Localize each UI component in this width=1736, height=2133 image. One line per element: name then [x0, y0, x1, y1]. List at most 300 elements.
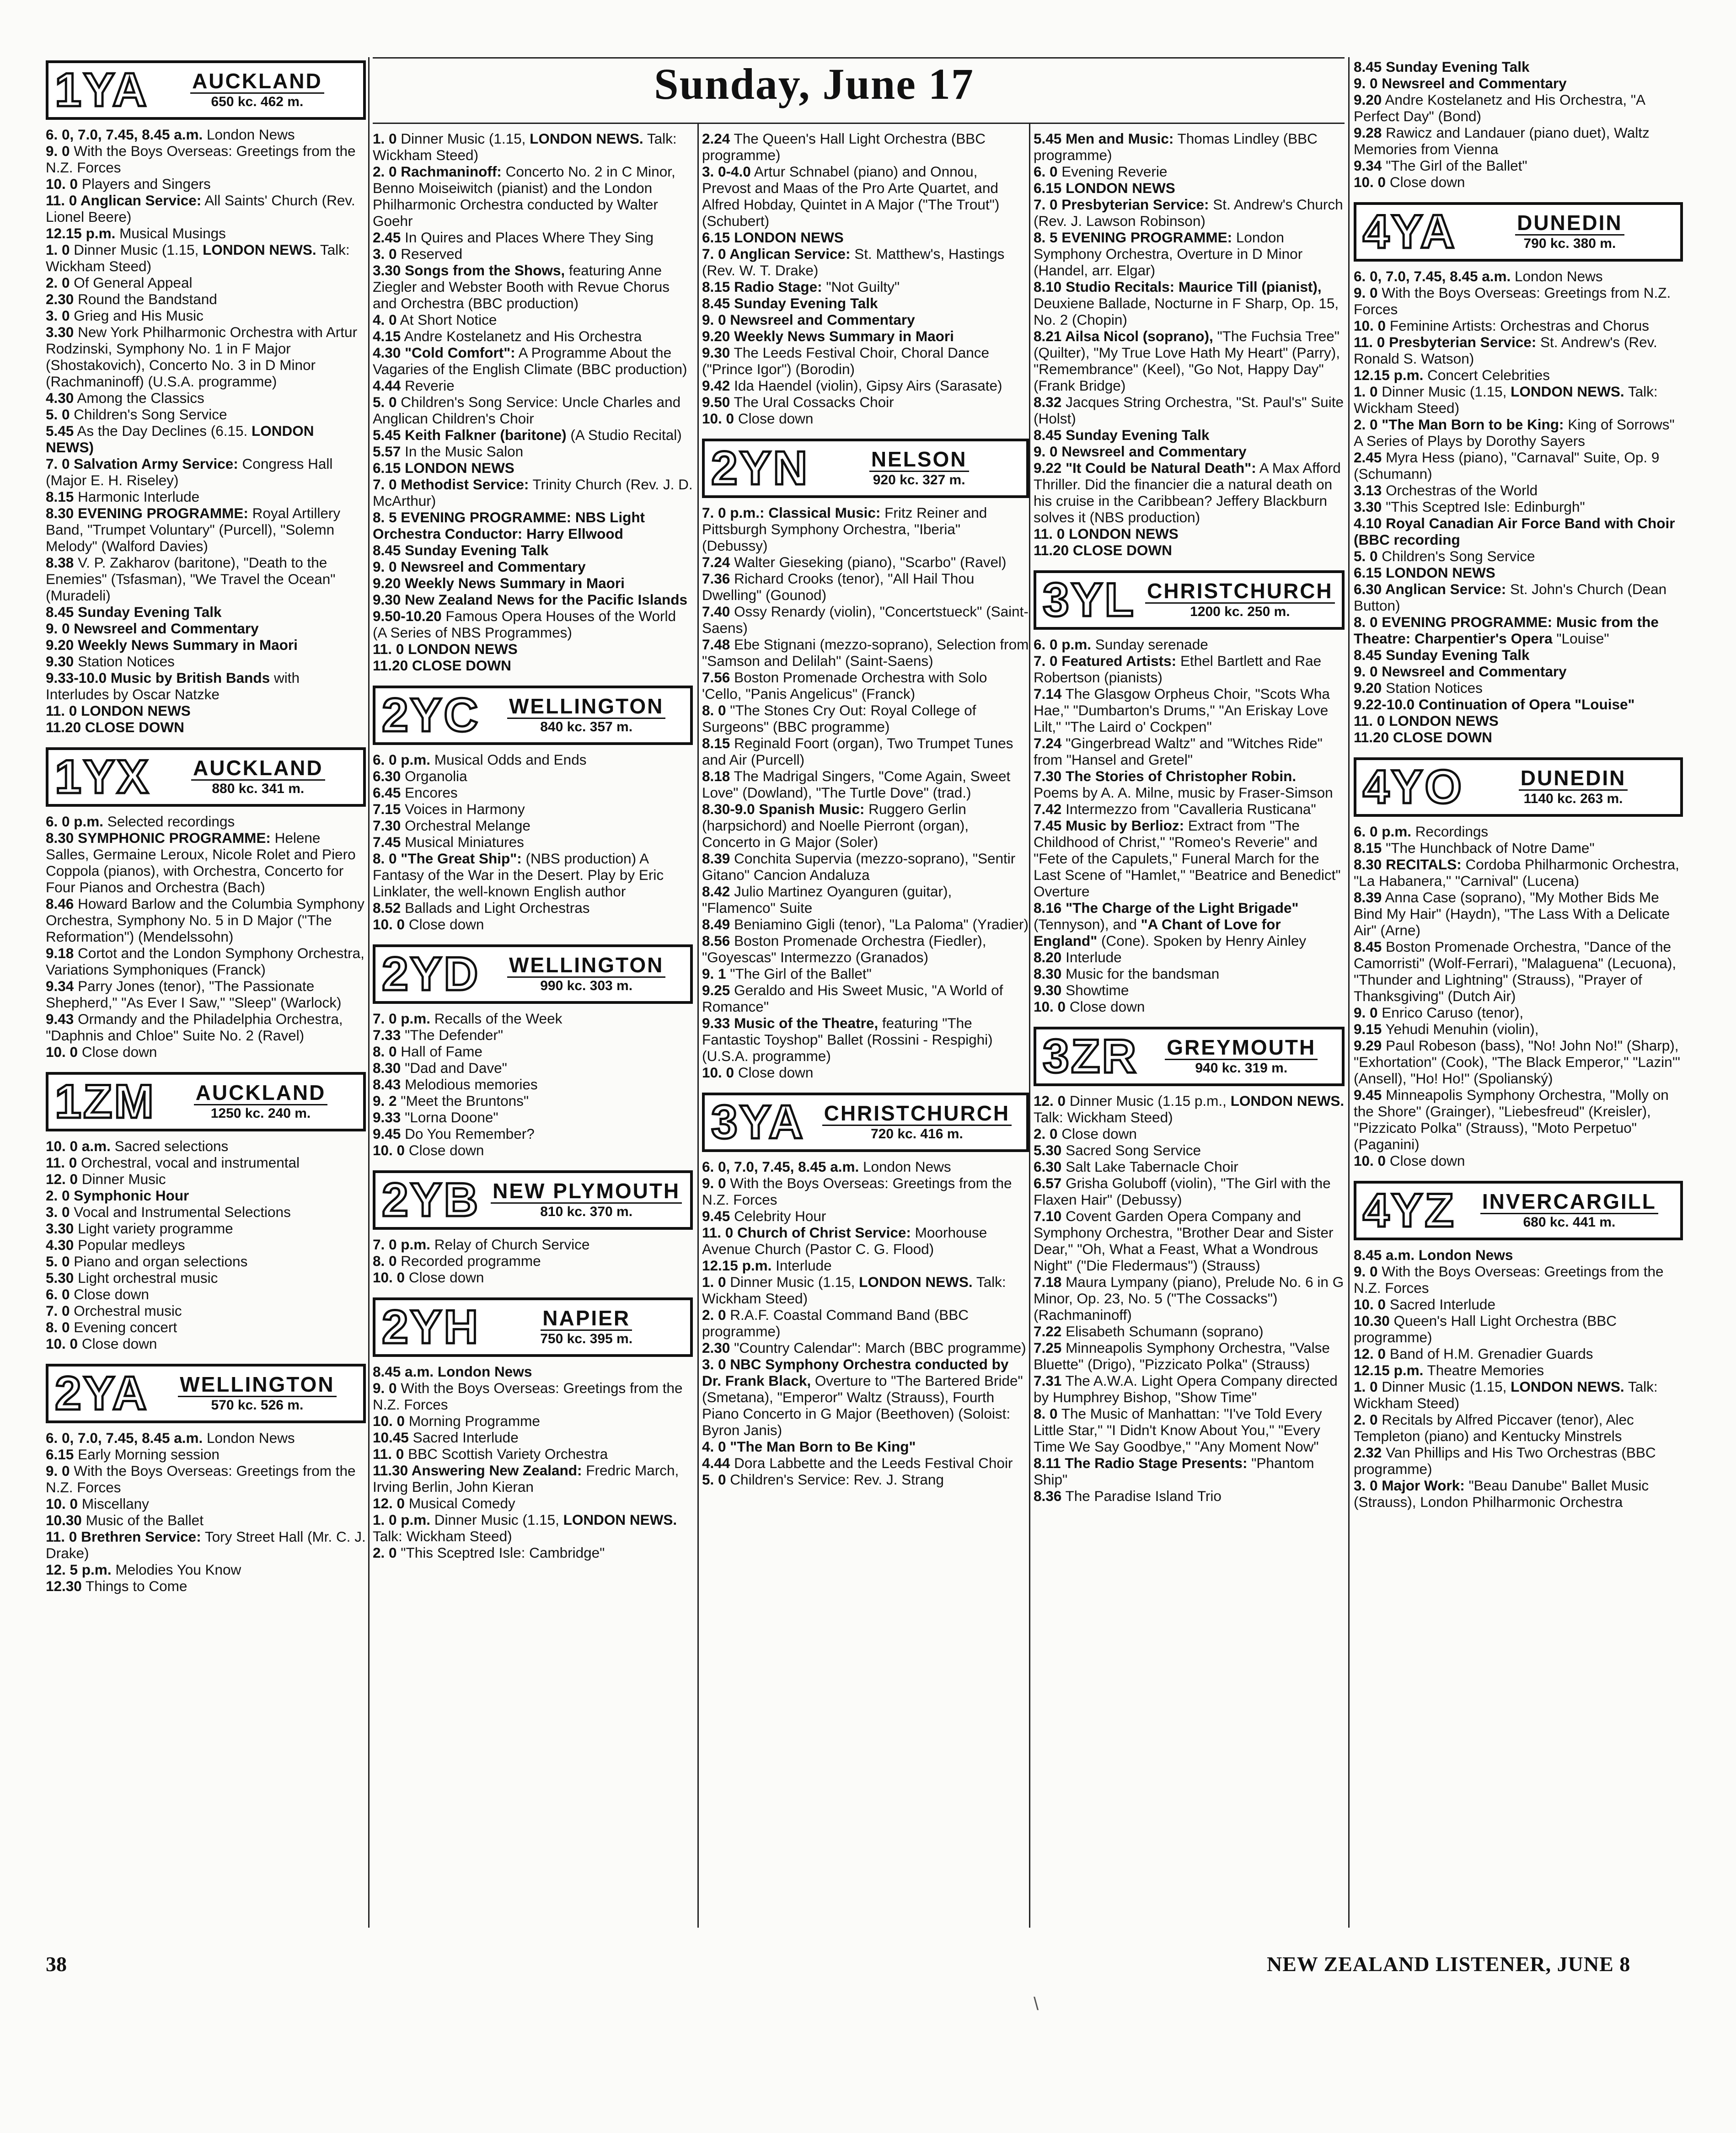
programme-time: 9.34	[46, 978, 74, 994]
programme-text: Van Phillips and His Two Orchestras (BBC programme)	[1354, 1444, 1656, 1477]
programme-time: 8. 0	[373, 1043, 397, 1060]
programme-entry	[373, 641, 693, 657]
programme-highlight: CLOSE DOWN	[1069, 542, 1172, 558]
programme-time: 8.45	[46, 604, 74, 620]
programme-time: 11.20	[1354, 729, 1389, 745]
station-call-sign: 2YC	[382, 689, 480, 742]
station-city: NAPIER	[541, 1307, 632, 1330]
programme-entry	[702, 982, 1029, 1015]
programme-text: Reverie	[401, 377, 455, 394]
programme-time: 2.30	[702, 1340, 730, 1356]
programme-time: 4. 0	[373, 311, 397, 328]
programme-text: Deuxiene Ballade, Nocturne in F Sharp, Op. 15, No. 2 (Chopin)	[1034, 295, 1339, 328]
programme-time: 9.30	[1034, 982, 1062, 998]
programme-text: New York Philharmonic Orchestra with Artur Rodzinski, Symphony No. 1 in F Major (Shostakovich), Concerto No. 3 in D Minor (Rachmaninoff) (U.S.A. programme)	[46, 324, 358, 390]
programme-text: Selected recordings	[103, 813, 235, 830]
programme-entry	[1354, 1247, 1683, 1263]
programme-time: 12. 0	[373, 1495, 405, 1511]
programme-text: Relay of Church Service	[430, 1236, 590, 1253]
programme-entry	[46, 1171, 366, 1187]
programme-time: 11. 0	[702, 1224, 734, 1241]
programme-text: Talk: Wickham Steed)	[373, 1528, 512, 1544]
programme-text: Parry Jones (tenor), "The Passionate Shepherd," "As Ever I Saw," "Sleep" (Warlock)	[46, 978, 342, 1011]
programme-text: Organolia	[401, 768, 467, 784]
station-frequency: 650 kc. 462 m.	[211, 94, 304, 109]
programme-text: King of Sorrows" A Series of Plays by Dorothy Sayers	[1354, 416, 1675, 449]
programme-entry	[1034, 1158, 1345, 1175]
programme-highlight: Newsreel and Commentary	[1377, 75, 1567, 91]
programme-text: Orchestral music	[70, 1302, 182, 1319]
programme-time: 9.18	[46, 945, 74, 961]
programme-text: Recordings	[1411, 823, 1489, 840]
programme-entry	[1034, 1125, 1345, 1142]
programme-entry	[46, 307, 366, 324]
programme-text: Dinner Music (1.15,	[1377, 1378, 1511, 1395]
programme-highlight: Newsreel and Commentary	[1377, 663, 1567, 680]
programme-time: 8.49	[702, 916, 730, 933]
spacer	[1034, 558, 1345, 569]
programme-time: 7.42	[1034, 801, 1062, 817]
programme-entry	[1354, 614, 1683, 647]
programme-time: 3.30	[46, 1220, 74, 1237]
programme-time: 10. 0	[373, 1269, 405, 1286]
programme-time: 9.29	[1354, 1037, 1382, 1054]
column-1	[46, 59, 366, 1594]
station-header-4yo	[1354, 757, 1683, 817]
programme-text: (A Studio Recital)	[566, 427, 682, 443]
programme-entry	[46, 1253, 366, 1270]
programme-highlight: LONDON NEWS	[730, 229, 844, 246]
programme-time: 3. 0	[1354, 1477, 1378, 1494]
programme-time: 8. 5	[1034, 229, 1058, 246]
programme-highlight: CLOSE DOWN	[81, 719, 184, 735]
programme-highlight: LONDON NEWS.	[1230, 1093, 1345, 1109]
programme-entry	[1354, 564, 1683, 581]
programme-entry	[1034, 1488, 1345, 1504]
programme-highlight: Presbyterian Service:	[1385, 334, 1537, 350]
station-city: AUCKLAND	[194, 1082, 328, 1105]
programme-entry	[373, 427, 693, 443]
station-city: DUNEDIN	[1515, 212, 1624, 235]
programme-time: 7.48	[702, 636, 730, 653]
programme-time: 6.30	[1034, 1158, 1062, 1175]
programme-text: Dinner Music (1.15,	[396, 130, 530, 147]
programme-entry	[702, 570, 1029, 603]
programme-entry	[1354, 498, 1683, 515]
programme-entry	[373, 1269, 693, 1286]
programme-time: 9.42	[702, 377, 730, 394]
programme-entry	[1354, 367, 1683, 383]
programme-time: 8. 0	[1034, 1405, 1058, 1422]
programme-text: Close down	[405, 1269, 484, 1286]
title-rule-top	[373, 57, 1345, 59]
programme-entry	[46, 1220, 366, 1237]
column-2	[373, 130, 693, 1561]
programme-time: 2.32	[1354, 1444, 1382, 1461]
programme-time: 10. 0	[46, 1335, 78, 1352]
programme-entry	[1034, 900, 1345, 949]
programme-highlight: Spanish Music:	[755, 801, 865, 817]
programme-text: Light orchestral music	[74, 1270, 218, 1286]
programme-entry	[702, 883, 1029, 916]
programme-entry	[1354, 59, 1683, 75]
programme-entry	[702, 377, 1029, 394]
programme-entry	[373, 657, 693, 674]
programme-text: Recalls of the Week	[430, 1010, 563, 1027]
programme-entry	[373, 163, 693, 229]
programme-entry	[702, 768, 1029, 801]
programme-text: "Not Guilty"	[822, 279, 900, 295]
programme-highlight: Men and Music:	[1061, 130, 1174, 147]
programme-time: 7. 0 p.m.:	[702, 504, 765, 521]
programme-entry	[46, 702, 366, 719]
programme-highlight: Brethren Service:	[77, 1528, 201, 1545]
programme-time: 8.32	[1034, 394, 1062, 410]
programme-time: 6. 0	[46, 1286, 70, 1302]
programme-time: 9. 0	[46, 1463, 70, 1479]
programme-time: 6. 0, 7.0, 7.45, 8.45 a.m.	[46, 126, 203, 143]
programme-time: 8.56	[702, 933, 730, 949]
programme-time: 8.39	[1354, 889, 1382, 906]
programme-entry	[1034, 1274, 1345, 1323]
programme-time: 2.30	[46, 291, 74, 307]
programme-entry	[1034, 735, 1345, 768]
programme-highlight: Presbyterian Service:	[1057, 196, 1209, 213]
programme-time: 9. 0	[46, 143, 70, 159]
programme-time: 5.30	[1034, 1142, 1062, 1158]
programme-entry	[1354, 124, 1683, 157]
station-frequency: 1250 kc. 240 m.	[210, 1105, 311, 1121]
programme-entry	[702, 1224, 1029, 1257]
programme-text: St. Matthew's, Hastings (Rev. W. T. Drake)	[702, 246, 1005, 279]
programme-text: Close down	[405, 1142, 484, 1158]
programme-time: 6. 0 p.m.	[46, 813, 104, 830]
programme-time: 10.30	[46, 1512, 82, 1528]
programme-entry	[1034, 460, 1345, 525]
programme-text: Trinity Church (Rev. J. D. McArthur)	[373, 476, 693, 509]
spacer	[702, 1081, 1029, 1092]
programme-text: Morning Programme	[405, 1413, 540, 1429]
programme-text: As the Day Declines (6.15.	[74, 423, 252, 439]
programme-text: Ebe Stignani (mezzo-soprano), Selection from "Samson and Delilah" (Saint-Saens)	[702, 636, 1029, 669]
programme-entry	[702, 1455, 1029, 1471]
programme-text: Concert Celebrities	[1423, 367, 1550, 383]
programme-text: Dora Labbette and the Leeds Festival Choir	[730, 1455, 1013, 1471]
programme-text: Beniamino Gigli (tenor), "La Paloma" (Yradier)	[730, 916, 1029, 933]
programme-entry	[702, 603, 1029, 636]
programme-entry	[1034, 817, 1345, 900]
programme-entry	[46, 1561, 366, 1578]
station-header-1ya	[46, 60, 366, 120]
programme-time: 10. 0	[1354, 317, 1386, 334]
station-city: NEW PLYMOUTH	[491, 1180, 682, 1203]
programme-text: With the Boys Overseas: Greetings from the N.Z. Forces	[1354, 1263, 1664, 1296]
programme-text: Salt Lake Tabernacle Choir	[1061, 1158, 1238, 1175]
programme-entry	[702, 1471, 1029, 1488]
programme-time: 4.30	[373, 344, 401, 361]
programme-entry	[1034, 965, 1345, 982]
page-number: 38	[46, 1952, 67, 1976]
programme-time: 9. 0	[373, 1380, 397, 1396]
programme-entry	[373, 1010, 693, 1027]
programme-entry	[1354, 284, 1683, 317]
programme-text: The A.W.A. Light Opera Company directed by Humphrey Bishop, "Show Time"	[1034, 1372, 1338, 1405]
programme-entry	[373, 916, 693, 933]
programme-text: Talk: Wickham Steed)	[1034, 1109, 1173, 1125]
programme-entry	[46, 1446, 366, 1463]
programme-highlight: LONDON NEWS.	[859, 1274, 973, 1290]
programme-time: 11.30	[373, 1462, 408, 1479]
programme-time: 7.31	[1034, 1372, 1062, 1389]
programme-time: 8.39	[702, 850, 730, 867]
programme-entry	[373, 1236, 693, 1253]
programme-time: 9.20	[702, 328, 730, 344]
programme-text: Sacred Song Service	[1061, 1142, 1201, 1158]
programme-highlight: Sunday Evening Talk	[730, 295, 878, 311]
programme-entry	[1034, 1323, 1345, 1340]
programme-entry	[702, 1175, 1029, 1208]
programme-entry	[702, 850, 1029, 883]
programme-time: 7. 0 p.m.	[373, 1236, 431, 1253]
programme-time: 9.28	[1354, 124, 1382, 141]
programme-text: Musical Musings	[115, 225, 226, 241]
programme-entry	[373, 311, 693, 328]
programme-entry	[373, 130, 693, 163]
programme-entry	[1354, 696, 1683, 713]
spacer	[1034, 1015, 1345, 1026]
programme-time: 5. 0	[1354, 548, 1378, 564]
programme-entry	[702, 295, 1029, 311]
programme-text: Helene Salles, Germaine Leroux, Nicole Rolet and Piero Coppola (pianos), with Orchestra, Concerto for Four Pianos and Orchestra (Bach)	[46, 830, 356, 895]
station-frequency: 680 kc. 441 m.	[1523, 1214, 1616, 1230]
programme-text: Dinner Music	[78, 1171, 166, 1187]
station-call-sign: 1YA	[55, 64, 149, 117]
programme-text: Sunday serenade	[1091, 636, 1208, 653]
programme-time: 8.15	[1354, 840, 1382, 856]
programme-entry	[373, 1076, 693, 1093]
station-city: INVERCARGILL	[1480, 1190, 1658, 1214]
programme-text: "The Fuchsia Tree" (Quilter), "My True Love Hath My Heart" (Parry), "Remembrance" (Keel), "Go Not, Happy Day" (Frank Bridge)	[1034, 328, 1340, 394]
programme-highlight: EVENING PROGRAMME:	[74, 505, 248, 521]
programme-text: "This Sceptred Isle: Cambridge"	[396, 1544, 605, 1561]
programme-time: 11.20	[1034, 542, 1069, 558]
programme-highlight: NBC Symphony Orchestra conducted by Dr. Frank Black,	[702, 1356, 1009, 1389]
programme-entry	[702, 1257, 1029, 1274]
programme-text: Talk: Wickham Steed)	[1354, 383, 1658, 416]
programme-entry	[1354, 1296, 1683, 1313]
programme-text: Overture to "The Bartered Bride" (Smetana), "Emperor" Waltz (Strauss), Fourth Piano Concerto in G Major (Beethoven) (Soloist: Byron Janis)	[702, 1372, 1023, 1438]
programme-time: 1. 0 p.m.	[373, 1511, 431, 1528]
programme-entry	[1354, 1087, 1683, 1152]
column-3	[702, 130, 1029, 1488]
programme-entry	[46, 1237, 366, 1253]
programme-entry	[373, 591, 693, 608]
programme-time: 9. 0	[1354, 1263, 1378, 1280]
station-call-sign: 2YH	[382, 1301, 480, 1354]
programme-highlight: Featured Artists:	[1057, 653, 1177, 669]
programme-highlight: Weekly News Summary in Maori	[74, 637, 298, 653]
programme-time: 8.38	[46, 554, 74, 571]
programme-entry	[702, 933, 1029, 965]
programme-time: 5. 0	[46, 1253, 70, 1270]
programme-entry	[1034, 653, 1345, 686]
programme-entry	[46, 225, 366, 241]
programme-entry	[702, 344, 1029, 377]
station-frequency: 840 kc. 357 m.	[540, 719, 633, 734]
programme-highlight: "The Man Born to Be King"	[726, 1438, 916, 1455]
programme-highlight: Sunday Evening Talk	[1382, 59, 1530, 75]
programme-time: 3. 0-4.0	[702, 163, 751, 180]
programme-entry	[46, 488, 366, 505]
station-details	[486, 1180, 690, 1220]
programme-entry	[702, 328, 1029, 344]
programme-text: (Tennyson), and	[1034, 916, 1141, 933]
programme-entry	[46, 406, 366, 423]
programme-time: 9.33	[373, 1109, 401, 1125]
programme-text: Intermezzo from "Cavalleria Rusticana"	[1061, 801, 1316, 817]
station-call-sign: 4YO	[1363, 761, 1464, 814]
programme-entry	[1354, 317, 1683, 334]
title-rule-bottom	[373, 123, 1345, 124]
programme-highlight: Newsreel and Commentary	[726, 311, 915, 328]
programme-entry	[373, 850, 693, 900]
programme-text: Feminine Artists: Orchestras and Chorus	[1386, 317, 1650, 334]
programme-time: 7.18	[1034, 1274, 1062, 1290]
programme-time: 5. 0	[702, 1471, 726, 1488]
programme-text: Andre Kostelanetz and His Orchestra, "A Perfect Day" (Bond)	[1354, 91, 1645, 124]
spacer	[702, 427, 1029, 438]
programme-entry	[1034, 998, 1345, 1015]
programme-time: 2. 0	[373, 163, 397, 180]
programme-text: "Louise"	[1552, 630, 1609, 647]
programme-entry	[702, 504, 1029, 554]
programme-time: 7.24	[1034, 735, 1062, 751]
station-details	[1142, 580, 1342, 620]
programme-time: 6.15	[46, 1446, 74, 1463]
programme-text: With the Boys Overseas: Greetings from the N.Z. Forces	[373, 1380, 683, 1413]
programme-text: In the Music Salon	[401, 443, 524, 460]
programme-entry	[373, 377, 693, 394]
programme-time: 5.45	[373, 427, 401, 443]
programme-entry	[373, 1093, 693, 1109]
programme-entry	[1354, 713, 1683, 729]
programme-text: Rawicz and Landauer (piano duet), Waltz Memories from Vienna	[1354, 124, 1650, 157]
programme-highlight: Symphonic Hour	[70, 1187, 189, 1204]
programme-text: Grieg and His Music	[70, 307, 204, 324]
programme-entry	[1034, 427, 1345, 443]
programme-text: Elisabeth Schumann (soprano)	[1061, 1323, 1264, 1340]
station-details	[1144, 1036, 1342, 1076]
programme-text: Reginald Foort (organ), Two Trumpet Tunes and Air (Purcell)	[702, 735, 1013, 768]
programme-time: 7.30	[1034, 768, 1062, 784]
programme-time: 9.20	[373, 575, 401, 591]
programme-text: Among the Classics	[74, 390, 204, 406]
column-4	[1034, 130, 1345, 1504]
programme-entry	[1354, 1345, 1683, 1362]
programme-time: 3.13	[1354, 482, 1382, 498]
programme-time: 4.15	[373, 328, 401, 344]
programme-time: 6. 0 p.m.	[1354, 823, 1412, 840]
programme-highlight: LONDON NEWS.	[530, 130, 643, 147]
station-frequency: 790 kc. 380 m.	[1523, 236, 1616, 251]
programme-entry	[373, 1446, 693, 1462]
programme-text: Close down	[1066, 998, 1145, 1015]
programme-text: Yehudi Menuhin (violin),	[1382, 1021, 1539, 1037]
programme-time: 8.45 a.m.	[1354, 1247, 1415, 1263]
programme-text: At Short Notice	[396, 311, 497, 328]
programme-time: 9.34	[1354, 157, 1382, 174]
programme-time: 10. 0	[702, 410, 734, 427]
programme-entry	[702, 669, 1029, 702]
programme-entry	[1034, 328, 1345, 394]
programme-entry	[46, 143, 366, 176]
station-call-sign: 4YA	[1363, 205, 1457, 258]
programme-entry	[1354, 449, 1683, 482]
programme-text: Conchita Supervia (mezzo-soprano), "Sentir Gitano" Cancion Andaluza	[702, 850, 1016, 883]
programme-time: 5.45	[46, 423, 74, 439]
programme-highlight: New Zealand News for the Pacific Islands	[401, 591, 688, 608]
programme-time: 2. 0	[46, 1187, 70, 1204]
programme-text: "The Hunchback of Notre Dame"	[1382, 840, 1595, 856]
programme-text: Paul Robeson (bass), "No! John No!" (Sharp), "Exhortation" (Cook), "The Black Emperor," "Lazin'" (Ansell), "Ho! Ho!" (Spolianský)	[1354, 1037, 1680, 1087]
programme-highlight: LONDON NEWS.	[1511, 1378, 1624, 1395]
programme-text: St. John's Church (Dean Button)	[1354, 581, 1667, 614]
programme-text: Sacred selections	[110, 1138, 229, 1154]
column-rule	[697, 123, 699, 1928]
programme-time: 7.22	[1034, 1323, 1062, 1340]
column-rule	[1029, 123, 1030, 1928]
programme-time: 9.33	[702, 1015, 730, 1031]
programme-time: 8.45	[1354, 938, 1382, 955]
programme-time: 9.15	[1354, 1021, 1382, 1037]
programme-highlight: LONDON NEWS.	[1511, 383, 1624, 400]
programme-entry	[373, 542, 693, 558]
programme-entry	[46, 830, 366, 895]
programme-entry	[373, 1544, 693, 1561]
programme-text: Miscellany	[78, 1495, 149, 1512]
station-call-sign: 1ZM	[55, 1075, 155, 1128]
programme-highlight: LONDON NEWS	[401, 460, 514, 476]
programme-time: 10. 0	[46, 1495, 78, 1512]
page-title: Sunday, June 17	[654, 59, 974, 108]
programme-text: Things to Come	[81, 1578, 188, 1594]
programme-entry	[1354, 729, 1683, 745]
station-frequency: 940 kc. 319 m.	[1195, 1060, 1288, 1076]
programme-time: 9. 0	[1354, 284, 1378, 301]
programme-time: 9. 0	[1354, 75, 1378, 91]
programme-text: Hall of Fame	[396, 1043, 482, 1060]
programme-entry	[1354, 889, 1683, 938]
programme-entry	[1034, 801, 1345, 817]
station-header-3yl	[1034, 570, 1345, 630]
programme-time: 8.30	[46, 830, 74, 846]
programme-text: "Gingerbread Waltz" and "Witches Ride" from "Hansel and Gretel"	[1034, 735, 1323, 768]
programme-text: St. Andrew's Church (Rev. J. Lawson Robinson)	[1034, 196, 1343, 229]
programme-time: 6.57	[1034, 1175, 1062, 1191]
programme-entry	[1034, 636, 1345, 653]
programme-entry	[46, 1463, 366, 1495]
station-details	[157, 757, 363, 797]
programme-time: 8.20	[1034, 949, 1062, 965]
programme-time: 9.30	[373, 591, 401, 608]
spacer	[46, 735, 366, 746]
programme-entry	[1034, 180, 1345, 196]
programme-time: 6. 0, 7.0, 7.45, 8.45 a.m.	[46, 1430, 203, 1446]
programme-entry	[373, 1027, 693, 1043]
programme-text: Musical Comedy	[405, 1495, 515, 1511]
programme-text: Minneapolis Symphony Orchestra, "Molly on the Shore" (Grainger), "Liebesfreud" (Kreisler), "Pizzicato Polka" (Strauss), "Moto Perpetuo" (Paganini)	[1354, 1087, 1669, 1152]
programme-time: 12.15 p.m.	[1354, 367, 1424, 383]
